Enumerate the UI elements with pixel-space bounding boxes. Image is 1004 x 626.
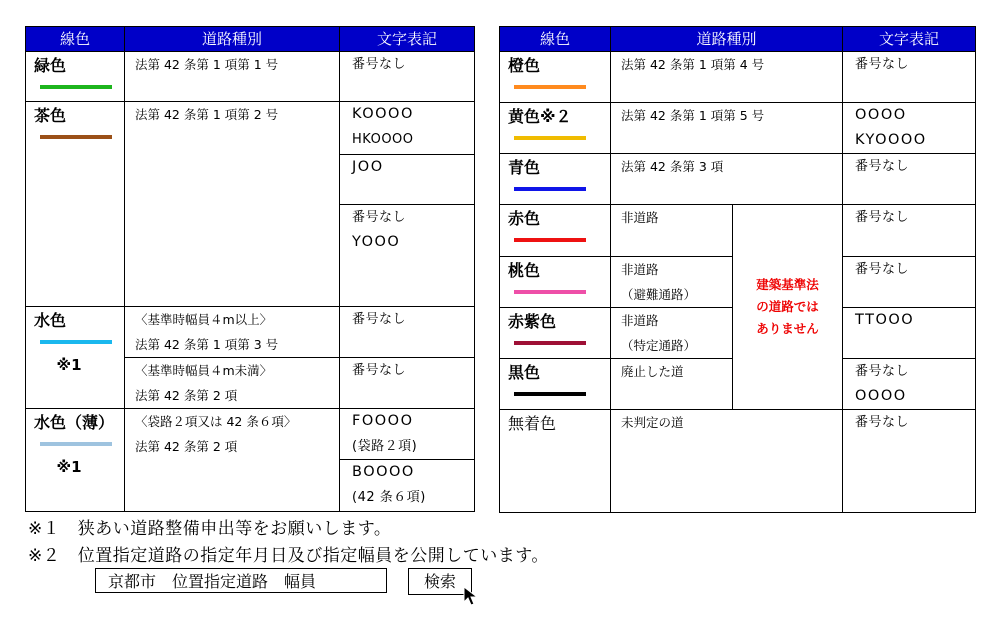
road-type: 法第 42 条第 2 項 xyxy=(135,388,238,403)
color-cell xyxy=(500,359,611,410)
color-swatch xyxy=(514,392,586,396)
footnote-mark: ※1 xyxy=(56,458,82,476)
road-type: 非道路 xyxy=(621,262,659,277)
road-type-cell xyxy=(611,154,843,205)
color-name: 黄色※２ xyxy=(508,107,572,126)
notation-cell xyxy=(340,155,475,205)
notation: 番号なし xyxy=(855,210,910,225)
notation-cell xyxy=(843,359,976,410)
color-cell xyxy=(500,52,611,103)
notation: JOO xyxy=(352,159,384,175)
notation: HKOOOO xyxy=(352,132,414,147)
notation: TTOOO xyxy=(855,312,915,328)
road-type: 法第 42 条第 1 項第 5 号 xyxy=(621,108,765,123)
color-name: 無着色 xyxy=(508,414,557,433)
footnote-2: ※２ 位置指定道路の指定年月日及び指定幅員を公開しています。 xyxy=(28,546,549,566)
header-line-color: 線色 xyxy=(26,27,125,52)
road-type-cell xyxy=(125,409,340,512)
notation-cell xyxy=(340,307,475,358)
notation: OOOO xyxy=(855,107,907,123)
notation-cell xyxy=(340,409,475,460)
road-type-cell xyxy=(611,205,733,257)
notation: KYOOOO xyxy=(855,132,927,148)
not-road-note: ありません xyxy=(756,321,819,336)
row-brown xyxy=(26,102,475,155)
not-road-note-cell xyxy=(733,205,843,410)
color-swatch xyxy=(514,85,586,89)
notation: 番号なし xyxy=(855,262,910,277)
road-type: 法第 42 条第 1 項第 1 号 xyxy=(135,57,279,72)
search-button-label: 検索 xyxy=(423,571,456,591)
color-swatch xyxy=(40,85,112,89)
road-type-cell xyxy=(611,52,843,103)
notation-cell xyxy=(340,358,475,409)
road-type-cell xyxy=(125,52,340,102)
color-cell xyxy=(500,257,611,308)
notation-cell xyxy=(843,154,976,205)
header-notation: 文字表記 xyxy=(340,27,475,52)
color-swatch xyxy=(514,238,586,242)
color-name: 黒色 xyxy=(508,363,541,382)
notation-cell xyxy=(843,205,976,257)
road-type-cell xyxy=(125,102,340,307)
search-input[interactable]: 京都市 位置指定道路 幅員 xyxy=(95,568,387,593)
header-row xyxy=(26,27,475,52)
road-type-cell xyxy=(125,307,340,358)
color-name: 赤紫色 xyxy=(508,312,557,331)
header-road-type: 道路種別 xyxy=(611,27,843,52)
row-red xyxy=(500,205,976,257)
header-row xyxy=(500,27,976,52)
notation: 番号なし xyxy=(352,210,407,225)
color-cell xyxy=(26,52,125,102)
color-swatch xyxy=(40,442,112,446)
road-type: 未判定の道 xyxy=(621,415,684,430)
road-type: 法第 42 条第 1 項第 2 号 xyxy=(135,107,279,122)
color-swatch xyxy=(40,135,112,139)
color-name: 桃色 xyxy=(508,261,541,280)
road-type: 廃止した道 xyxy=(621,364,684,379)
row-lightblue xyxy=(26,307,475,358)
road-type: 非道路 xyxy=(621,313,659,328)
road-type: 法第 42 条第 1 項第 4 号 xyxy=(621,57,765,72)
notation: (42 条６項) xyxy=(352,490,426,505)
header-notation: 文字表記 xyxy=(843,27,976,52)
road-type: 〈基準時幅員４m以上〉 xyxy=(135,312,273,327)
notation: BOOOO xyxy=(352,464,415,480)
notation-cell xyxy=(843,410,976,513)
row-blue xyxy=(500,154,976,205)
notation: 番号なし xyxy=(855,159,910,174)
notation: YOOO xyxy=(352,234,401,250)
road-type-cell xyxy=(611,103,843,154)
road-type: （特定通路） xyxy=(621,338,697,353)
color-name: 茶色 xyxy=(34,106,67,125)
notation: 番号なし xyxy=(855,57,910,72)
notation-cell xyxy=(340,460,475,512)
color-cell xyxy=(500,205,611,257)
color-name: 橙色 xyxy=(508,56,541,75)
road-type: 非道路 xyxy=(621,210,659,225)
notation-cell xyxy=(843,103,976,154)
color-name: 赤色 xyxy=(508,209,541,228)
color-cell xyxy=(500,154,611,205)
road-type-cell xyxy=(611,410,843,513)
not-road-note: 建築基準法 xyxy=(756,277,819,292)
color-cell xyxy=(500,410,611,513)
color-name: 水色（薄） xyxy=(34,413,115,432)
color-name: 青色 xyxy=(508,158,541,177)
color-swatch xyxy=(40,340,112,344)
mouse-cursor-icon xyxy=(462,585,482,609)
road-type-cell xyxy=(611,257,733,308)
road-type: 法第 42 条第 1 項第 3 号 xyxy=(135,337,279,352)
road-type-cell xyxy=(611,359,733,410)
row-green xyxy=(26,52,475,102)
header-road-type: 道路種別 xyxy=(125,27,340,52)
color-swatch xyxy=(514,136,586,140)
notation: 番号なし xyxy=(855,364,910,379)
notation: OOOO xyxy=(855,388,907,404)
notation: 番号なし xyxy=(855,415,910,430)
footnote-1: ※１ 狭あい道路整備申出等をお願いします。 xyxy=(28,519,392,539)
color-name: 水色 xyxy=(34,311,67,330)
road-type: 法第 42 条第 3 項 xyxy=(621,159,724,174)
left-legend-table xyxy=(25,26,475,512)
notation: 番号なし xyxy=(352,363,407,378)
footnote-mark: ※1 xyxy=(56,356,82,374)
color-cell xyxy=(26,409,125,512)
color-cell xyxy=(26,307,125,409)
notation-cell xyxy=(340,102,475,155)
row-palelightblue xyxy=(26,409,475,460)
color-swatch xyxy=(514,290,586,294)
notation-cell xyxy=(340,205,475,307)
color-cell xyxy=(26,102,125,307)
notation: FOOOO xyxy=(352,413,414,429)
notation-cell xyxy=(843,257,976,308)
color-name: 緑色 xyxy=(34,56,67,75)
color-cell xyxy=(500,308,611,359)
color-swatch xyxy=(514,187,586,191)
road-type: 〈袋路２項又は 42 条６項〉 xyxy=(135,414,297,429)
not-road-note: の道路では xyxy=(756,299,819,314)
notation-cell xyxy=(843,308,976,359)
header-line-color: 線色 xyxy=(500,27,611,52)
road-type-cell xyxy=(125,358,340,409)
notation-cell xyxy=(843,52,976,103)
notation: (袋路２項) xyxy=(352,439,418,454)
road-type-cell xyxy=(611,308,733,359)
road-type: 〈基準時幅員４m未満〉 xyxy=(135,363,273,378)
color-cell xyxy=(500,103,611,154)
color-swatch xyxy=(514,341,586,345)
road-type: （避難通路） xyxy=(621,287,697,302)
row-none xyxy=(500,410,976,513)
right-legend-table xyxy=(499,26,976,513)
notation-cell xyxy=(340,52,475,102)
road-type: 法第 42 条第 2 項 xyxy=(135,439,238,454)
notation: 番号なし xyxy=(352,57,407,72)
row-orange xyxy=(500,52,976,103)
notation: KOOOO xyxy=(352,106,414,122)
notation: 番号なし xyxy=(352,312,407,327)
row-yellow xyxy=(500,103,976,154)
